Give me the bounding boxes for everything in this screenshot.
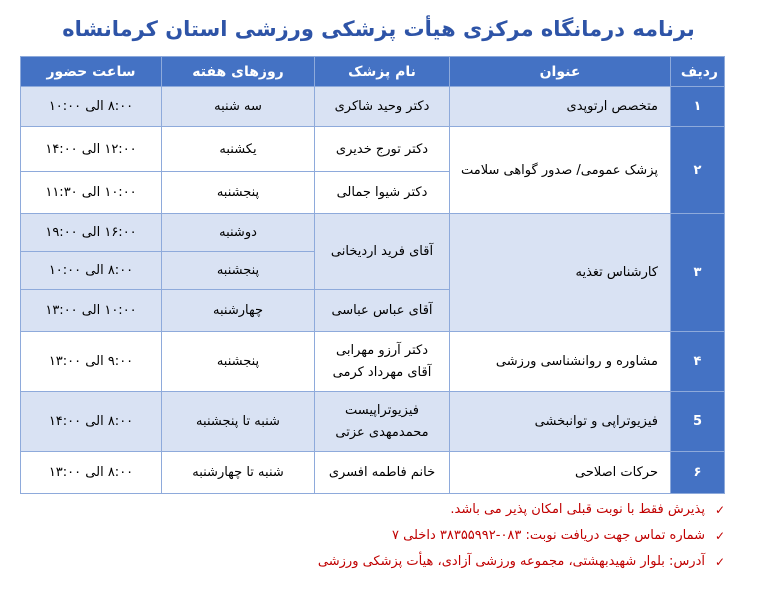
note-phone [27,523,727,549]
row-subject: مشاوره و روانشناسی ورزشی [450,332,671,392]
row-number: ۶ [671,452,725,494]
row-number: ۱ [671,87,725,127]
table-row [21,214,725,252]
table-row [21,87,725,127]
header-row-number: ردیف [671,57,725,87]
row-doctor [315,392,450,452]
header-days: روزهای هفته [162,57,315,87]
row-hours: ۱۶:۰۰ الی ۱۹:۰۰ [21,214,162,252]
header-hours: ساعت حضور [21,57,162,87]
row-doctor: دکتر شیوا جمالی [315,172,450,214]
row-days: پنجشنبه [162,252,315,290]
row-subject: پزشک عمومی/ صدور گواهی سلامت [450,127,671,214]
row-hours: ۸:۰۰ الی ۱۰:۰۰ [21,252,162,290]
doctor-line: دکتر آرزو مهرابی [336,342,428,358]
notes-list [27,497,727,575]
row-hours: ۹:۰۰ الی ۱۳:۰۰ [21,332,162,392]
header-subject: عنوان [450,57,671,87]
row-doctor: خانم فاطمه افسری [315,452,450,494]
doctor-line: فیزیوتراپیست [345,402,419,418]
note-appointment [27,497,727,523]
row-number: 5 [671,392,725,452]
table-row [21,452,725,494]
table-row [21,332,725,392]
row-subject: متخصص ارتوپدی [450,87,671,127]
row-days: چهارشنبه [162,290,315,332]
check-bullet-icon: ✓ [714,529,725,543]
note-text: آدرس: بلوار شهیدبهشتی، مجموعه ورزشی آزادی، هیأت پزشکی ورزشی [317,554,705,569]
check-bullet-icon: ✓ [714,555,725,569]
note-text: پذیرش فقط با نوبت قبلی امکان پذیر می باشد. [450,502,705,517]
row-number: ۲ [671,127,725,214]
header-row [21,57,725,87]
row-hours: ۱۰:۰۰ الی ۱۱:۳۰ [21,172,162,214]
row-subject: کارشناس تغذیه [450,214,671,332]
row-days: سه شنبه [162,87,315,127]
check-bullet-icon: ✓ [714,503,725,517]
row-subject: فیزیوتراپی و توانبخشی [450,392,671,452]
row-days: شنبه تا چهارشنبه [162,452,315,494]
row-days: پنجشنبه [162,172,315,214]
row-subject: حرکات اصلاحی [450,452,671,494]
row-doctor: دکتر تورج خدیری [315,127,450,172]
row-hours: ۸:۰۰ الی ۱۰:۰۰ [21,87,162,127]
row-hours: ۱۰:۰۰ الی ۱۳:۰۰ [21,290,162,332]
doctor-line: آقای مهرداد کرمی [332,364,432,380]
table-row [21,127,725,172]
row-doctor: آقای فرید اردیخانی [315,214,450,290]
row-number: ۳ [671,214,725,332]
row-hours: ۸:۰۰ الی ۱۳:۰۰ [21,452,162,494]
row-days: دوشنبه [162,214,315,252]
row-doctor: آقای عباس عباسی [315,290,450,332]
row-doctor [315,332,450,392]
row-number: ۴ [671,332,725,392]
row-days: شنبه تا پنجشنبه [162,392,315,452]
note-text: شماره تماس جهت دریافت نوبت: ۰۸۳-۳۸۳۵۵۹۹۲ داخلی ۷ [392,528,705,543]
header-doctor: نام پزشک [315,57,450,87]
schedule-table [20,56,725,494]
row-doctor: دکتر وحید شاکری [315,87,450,127]
page-title: برنامه درمانگاه مرکزی هیأت پزشکی ورزشی استان کرمانشاه [62,17,695,41]
doctor-line: محمدمهدی عزتی [335,424,429,440]
row-hours: ۸:۰۰ الی ۱۴:۰۰ [21,392,162,452]
row-days: یکشنبه [162,127,315,172]
row-days: پنجشنبه [162,332,315,392]
row-hours: ۱۲:۰۰ الی ۱۴:۰۰ [21,127,162,172]
note-address [27,549,727,575]
table-row [21,392,725,452]
